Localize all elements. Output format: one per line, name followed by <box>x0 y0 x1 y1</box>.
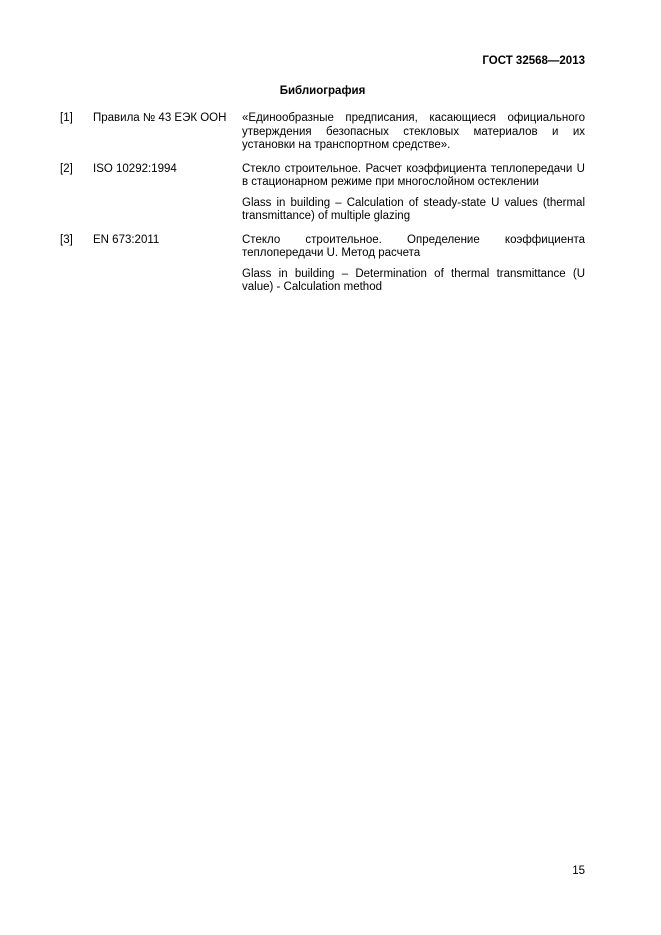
bibliography-list <box>60 112 585 295</box>
entry-designation: ISO 10292:1994 <box>93 162 177 175</box>
entry-number: [3] <box>60 233 73 246</box>
entry-paragraph: Glass in building – Calculation of steady-state U values (thermal transmittance) of multiple glazing <box>242 196 585 222</box>
bibliography-entry-3 <box>60 234 585 295</box>
entry-description <box>242 234 585 295</box>
standard-number: ГОСТ 32568—2013 <box>482 55 585 67</box>
bibliography-entry-1 <box>60 112 585 153</box>
entry-number: [2] <box>60 162 73 175</box>
entry-paragraph: Glass in building – Determination of thermal transmittance (U value) - Calculation method <box>242 267 585 293</box>
section-title: Библиография <box>279 84 366 97</box>
entry-paragraph: Стекло строительное. Расчет коэффициента теплопередачи U в стационарном режиме при многослойном остеклении <box>242 162 585 188</box>
bibliography-entry-2 <box>60 163 585 224</box>
entry-description <box>242 112 585 153</box>
entry-designation: EN 673:2011 <box>93 233 160 246</box>
entry-number: [1] <box>60 112 73 124</box>
entry-designation: Правила № 43 ЕЭК ООН <box>93 112 227 124</box>
entry-paragraph: «Единообразные предписания, касающиеся официального утверждения безопасных стекловых материалов и их установки на транспортном средстве». <box>242 112 585 151</box>
page-header <box>60 55 585 69</box>
entry-paragraph: Стекло строительное. Определение коэффициента теплопередачи U. Метод расчета <box>242 233 585 259</box>
page-number: 15 <box>572 864 585 877</box>
entry-description <box>242 163 585 224</box>
